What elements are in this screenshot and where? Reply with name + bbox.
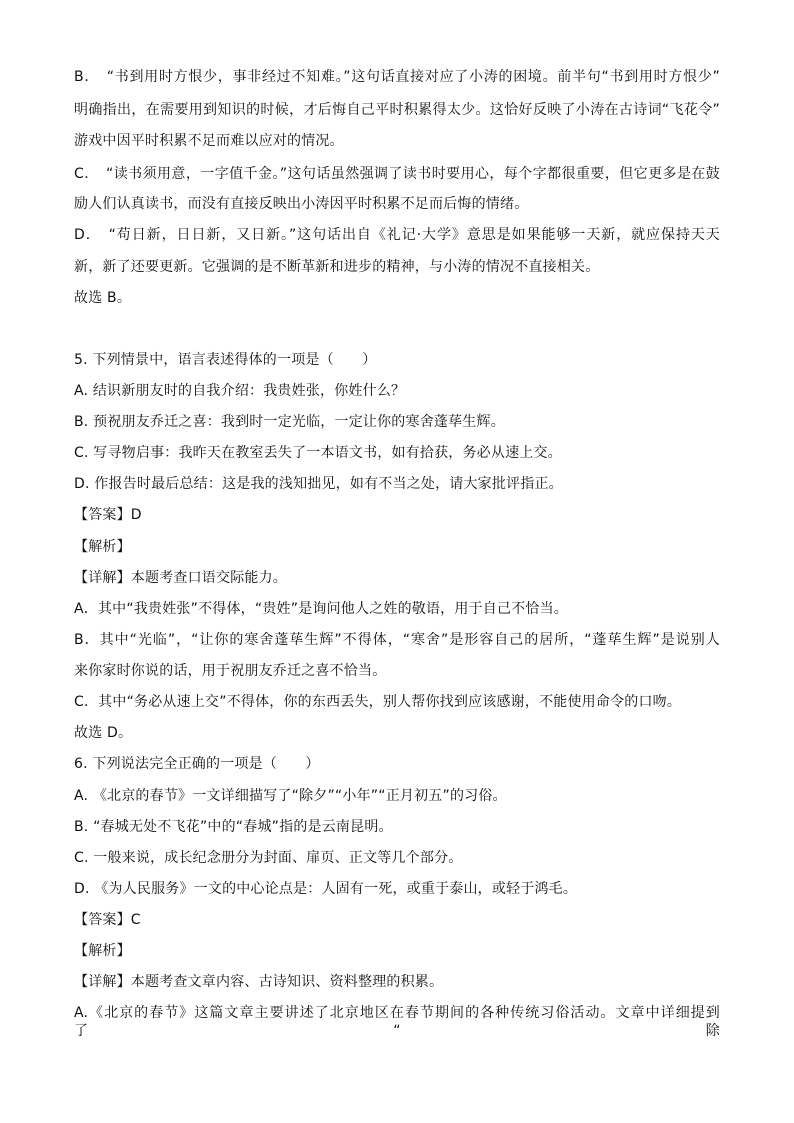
q5-answer: 【答案】D xyxy=(74,507,142,523)
q5-option-c: C. 写寻物启事：我昨天在教室丢失了一本语文书，如有拾获，务必从速上交。 xyxy=(74,445,562,461)
q5-option-a: A. 结识新朋友时的自我介绍：我贵姓张，你姓什么？ xyxy=(74,383,406,399)
q6-detail: 【详解】本题考查文章内容、古诗知识、资料整理的积累。 xyxy=(74,974,444,990)
q5-option-d: D. 作报告时最后总结：这是我的浅知拙见，如有不当之处，请大家批评指正。 xyxy=(74,476,563,492)
q5-option-b-explanation-line2: 来你家时你说的话，用于祝朋友乔迁之喜不恰当。 xyxy=(74,663,387,679)
q5-conclusion: 故选 D。 xyxy=(74,725,133,741)
q6-answer: 【答案】C xyxy=(74,912,141,928)
q4-option-d-analysis-line2: 新，新了还要更新。它强调的是不断革新和进步的精神，与小涛的情况不直接相关。 xyxy=(74,259,600,275)
q4-option-d-analysis-line1: D． “苟日新，日日新，又日新。”这句话出自《礼记·大学》意思是如果能够一天新，就应保持天天 xyxy=(74,227,720,243)
q4-option-b-analysis-line3: 游戏中因平时积累不足而难以应对的情况。 xyxy=(74,133,344,149)
q4-option-b-analysis-line1: B． “书到用时方恨少，事非经过不知难。”这句话直接对应了小涛的困境。前半句“书到用时方恨少” xyxy=(74,69,720,85)
q5-detail: 【详解】本题考查口语交际能力。 xyxy=(74,570,287,586)
q4-option-c-analysis-line2: 励人们认真读书，而没有直接反映出小涛因平时积累不足而后悔的情绪。 xyxy=(74,196,529,212)
q4-option-c-analysis-line1: C． “读书须用意，一字值千金。”这句话虽然强调了读书时要用心，每个字都很重要，但它更多是在鼓 xyxy=(74,166,720,182)
q4-conclusion: 故选 B。 xyxy=(74,290,132,306)
q5-option-b-explanation-line1: B．其中“光临”，“让你的寒舍蓬荜生辉”不得体，“寒舍”是形容自己的居所，“蓬荜生辉”是说别人 xyxy=(74,632,720,648)
q5-option-b: B. 预祝朋友乔迁之喜：我到时一定光临，一定让你的寒舍蓬荜生辉。 xyxy=(74,414,505,430)
q6-analysis-label: 【解析】 xyxy=(74,943,131,959)
q6-option-a-explanation-line1: A.《北京的春节》这篇文章主要讲述了北京地区在春节期间的各种传统习俗活动。文章中详细提到了“除 xyxy=(74,1005,720,1039)
q6-question: 6. 下列说法完全正确的一项是（ ） xyxy=(74,756,320,772)
q6-option-b: B. “春城无处不飞花”中的“春城”指的是云南昆明。 xyxy=(74,819,393,835)
q5-option-c-explanation: C．其中“务必从速上交”不得体，你的东西丢失，别人帮你找到应该感谢，不能使用命令的口吻。 xyxy=(74,694,682,710)
q5-option-a-explanation: A．其中“我贵姓张”不得体，“贵姓”是询问他人之姓的敬语，用于自己不恰当。 xyxy=(74,601,568,617)
q6-option-c: C. 一般来说，成长纪念册分为封面、扉页、正文等几个部分。 xyxy=(74,850,463,866)
q5-analysis-label: 【解析】 xyxy=(74,539,131,555)
q6-option-d: D. 《为人民服务》一文的中心论点是：人固有一死，或重于泰山，或轻于鸿毛。 xyxy=(74,881,578,897)
q6-option-a: A. 《北京的春节》一文详细描写了“除夕”“小年”“正月初五”的习俗。 xyxy=(74,788,507,804)
q5-question: 5. 下列情景中，语言表述得体的一项是（ ） xyxy=(74,352,377,368)
q4-option-b-analysis-line2: 明确指出，在需要用到知识的时候，才后悔自己平时积累得太少。这恰好反映了小涛在古诗词“飞花令” xyxy=(74,102,720,118)
